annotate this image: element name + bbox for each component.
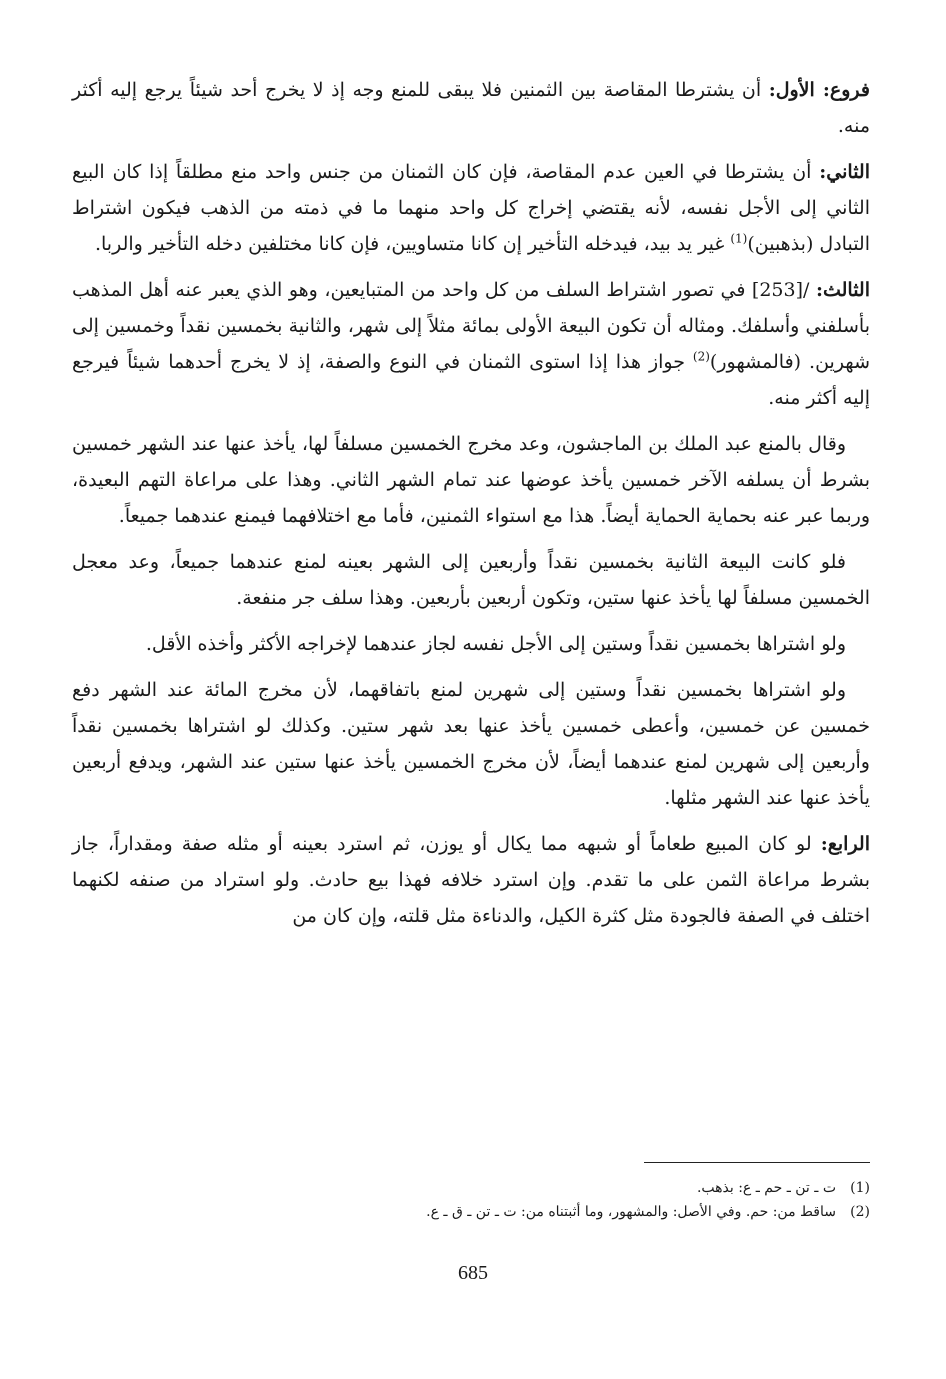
- paragraph-fourth-branch: [72, 826, 870, 934]
- footnote-number: (1): [850, 1180, 870, 1196]
- paragraph-text: لو كان المبيع طعاماً أو شبهه مما يكال أو يوزن، ثم استرد بعينه أو مثله صفة ومقداراً، جاز بشرط مراعاة الثمن على ما تقدم. وإن استرد خلافه فهذا بيع حادث. ولو استراد من صنفه لكنهما اختلف في الصفة فالجودة مثل كثرة الكيل، والدناءة مثل قلته، وإن كان من: [72, 833, 870, 927]
- paragraph-text: وقال بالمنع عبد الملك بن الماجشون، وعد مخرج الخمسين مسلفاً لها، يأخذ عنها عند الشهر خمسين بشرط أن يسلفه الآخر خمسين يأخذ عوضها عند تمام الشهر الثاني. وهذا على مراعاة التهم البعيدة، وربما عبر عنه بحماية الحماية أيضاً. هذا مع استواء الثمنين، فأما مع اختلافهما فيمنع عندهما جميعاً.: [72, 433, 870, 527]
- footnotes: [72, 1176, 870, 1224]
- footnote-marker: (2): [692, 349, 710, 364]
- footnote-text: ساقط من: حم. وفي الأصل: والمشهور، وما أثبتناه من: ت ـ تن ـ ق ـ ع.: [426, 1204, 836, 1220]
- paragraph-heading: الثالث:: [815, 279, 871, 301]
- footnote-2: [72, 1200, 870, 1224]
- paragraph-ibn-majishun: [72, 426, 870, 534]
- paragraph-text: فلو كانت البيعة الثانية بخمسين نقداً وأربعين إلى الشهر بعينه لمنع عندهما جميعاً، وعد معجل الخمسين مسلفاً لها يأخذ عنها ستين، وتكون أربعين بأربعين. وهذا سلف جر منفعة.: [72, 551, 870, 609]
- paragraph-text-continued: غير يد بيد، فيدخله التأخير إن كانا متساويين، فإن كانا مختلفين دخله التأخير والربا.: [94, 233, 731, 255]
- paragraph-same-term-case: [72, 626, 870, 662]
- paragraph-first-branch: [72, 72, 870, 144]
- book-page-body: [72, 72, 870, 944]
- page-number: 685: [458, 1262, 488, 1284]
- paragraph-second-sale-case: [72, 544, 870, 616]
- paragraph-heading: فروع: الأول:: [768, 79, 870, 101]
- paragraph-text: أن يشترطا المقاصة بين الثمنين فلا يبقى للمنع وجه إذ لا يخرج أحد شيئاً يرجع إليه أكثر منه.: [72, 79, 870, 137]
- paragraph-heading: الثاني:: [819, 161, 870, 183]
- footnote-number: (2): [850, 1204, 870, 1220]
- footnote-separator: [644, 1162, 870, 1163]
- paragraph-text: ولو اشتراها بخمسين نقداً وستين إلى شهرين لمنع باتفاقهما، لأن مخرج المائة عند الشهر دفع خمسين عن خمسين، وأعطى خمسين يأخذ عنها بعد شهر ستين. وكذلك لو اشتراها بخمسين نقداً وأربعين إلى شهرين لمنع عندهما أيضاً، لأن مخرج الخمسين يأخذ عنها ستين عند الشهر، ويدفع أربعين يأخذ عنها عند الشهر مثلها.: [72, 679, 870, 809]
- paragraph-heading: الرابع:: [820, 833, 870, 855]
- paragraph-text: ولو اشتراها بخمسين نقداً وستين إلى الأجل نفسه لجاز عندهما لإخراجه الأكثر وأخذه الأقل.: [145, 633, 846, 655]
- paragraph-text: أن يشترطا في العين عدم المقاصة، فإن كان الثمنان من جنس واحد منع مطلقاً إذا كان البيع الثاني إلى الأجل نفسه، لأنه يقتضي إخراج كل واحد منهما ما في ذمته من الذهب فيكون اشتراط التبادل (بذهبين): [72, 161, 870, 255]
- footnote-marker: (1): [730, 231, 748, 246]
- paragraph-text-continued: جواز هذا إذا استوى الثمنان في النوع والصفة، إذ لا يخرج أحدهما شيئاً فيرجع إليه أكثر منه.: [72, 351, 870, 409]
- footnote-1: [72, 1176, 870, 1200]
- paragraph-two-months-case: [72, 672, 870, 816]
- paragraph-second-branch: [72, 154, 870, 262]
- paragraph-text: /[253] في تصور اشتراط السلف من كل واحد من المتبايعين، وهو الذي يعبر عنه أهل المذهب بأسلفني وأسلفك. ومثاله أن تكون البيعة الأولى بمائة مثلاً إلى شهر، والثانية بخمسين نقداً وخمسين إلى شهرين. (فالمشهور): [72, 279, 870, 373]
- footnote-text: ت ـ تن ـ حم ـ ع: بذهب.: [696, 1180, 836, 1196]
- paragraph-third-branch: [72, 272, 870, 416]
